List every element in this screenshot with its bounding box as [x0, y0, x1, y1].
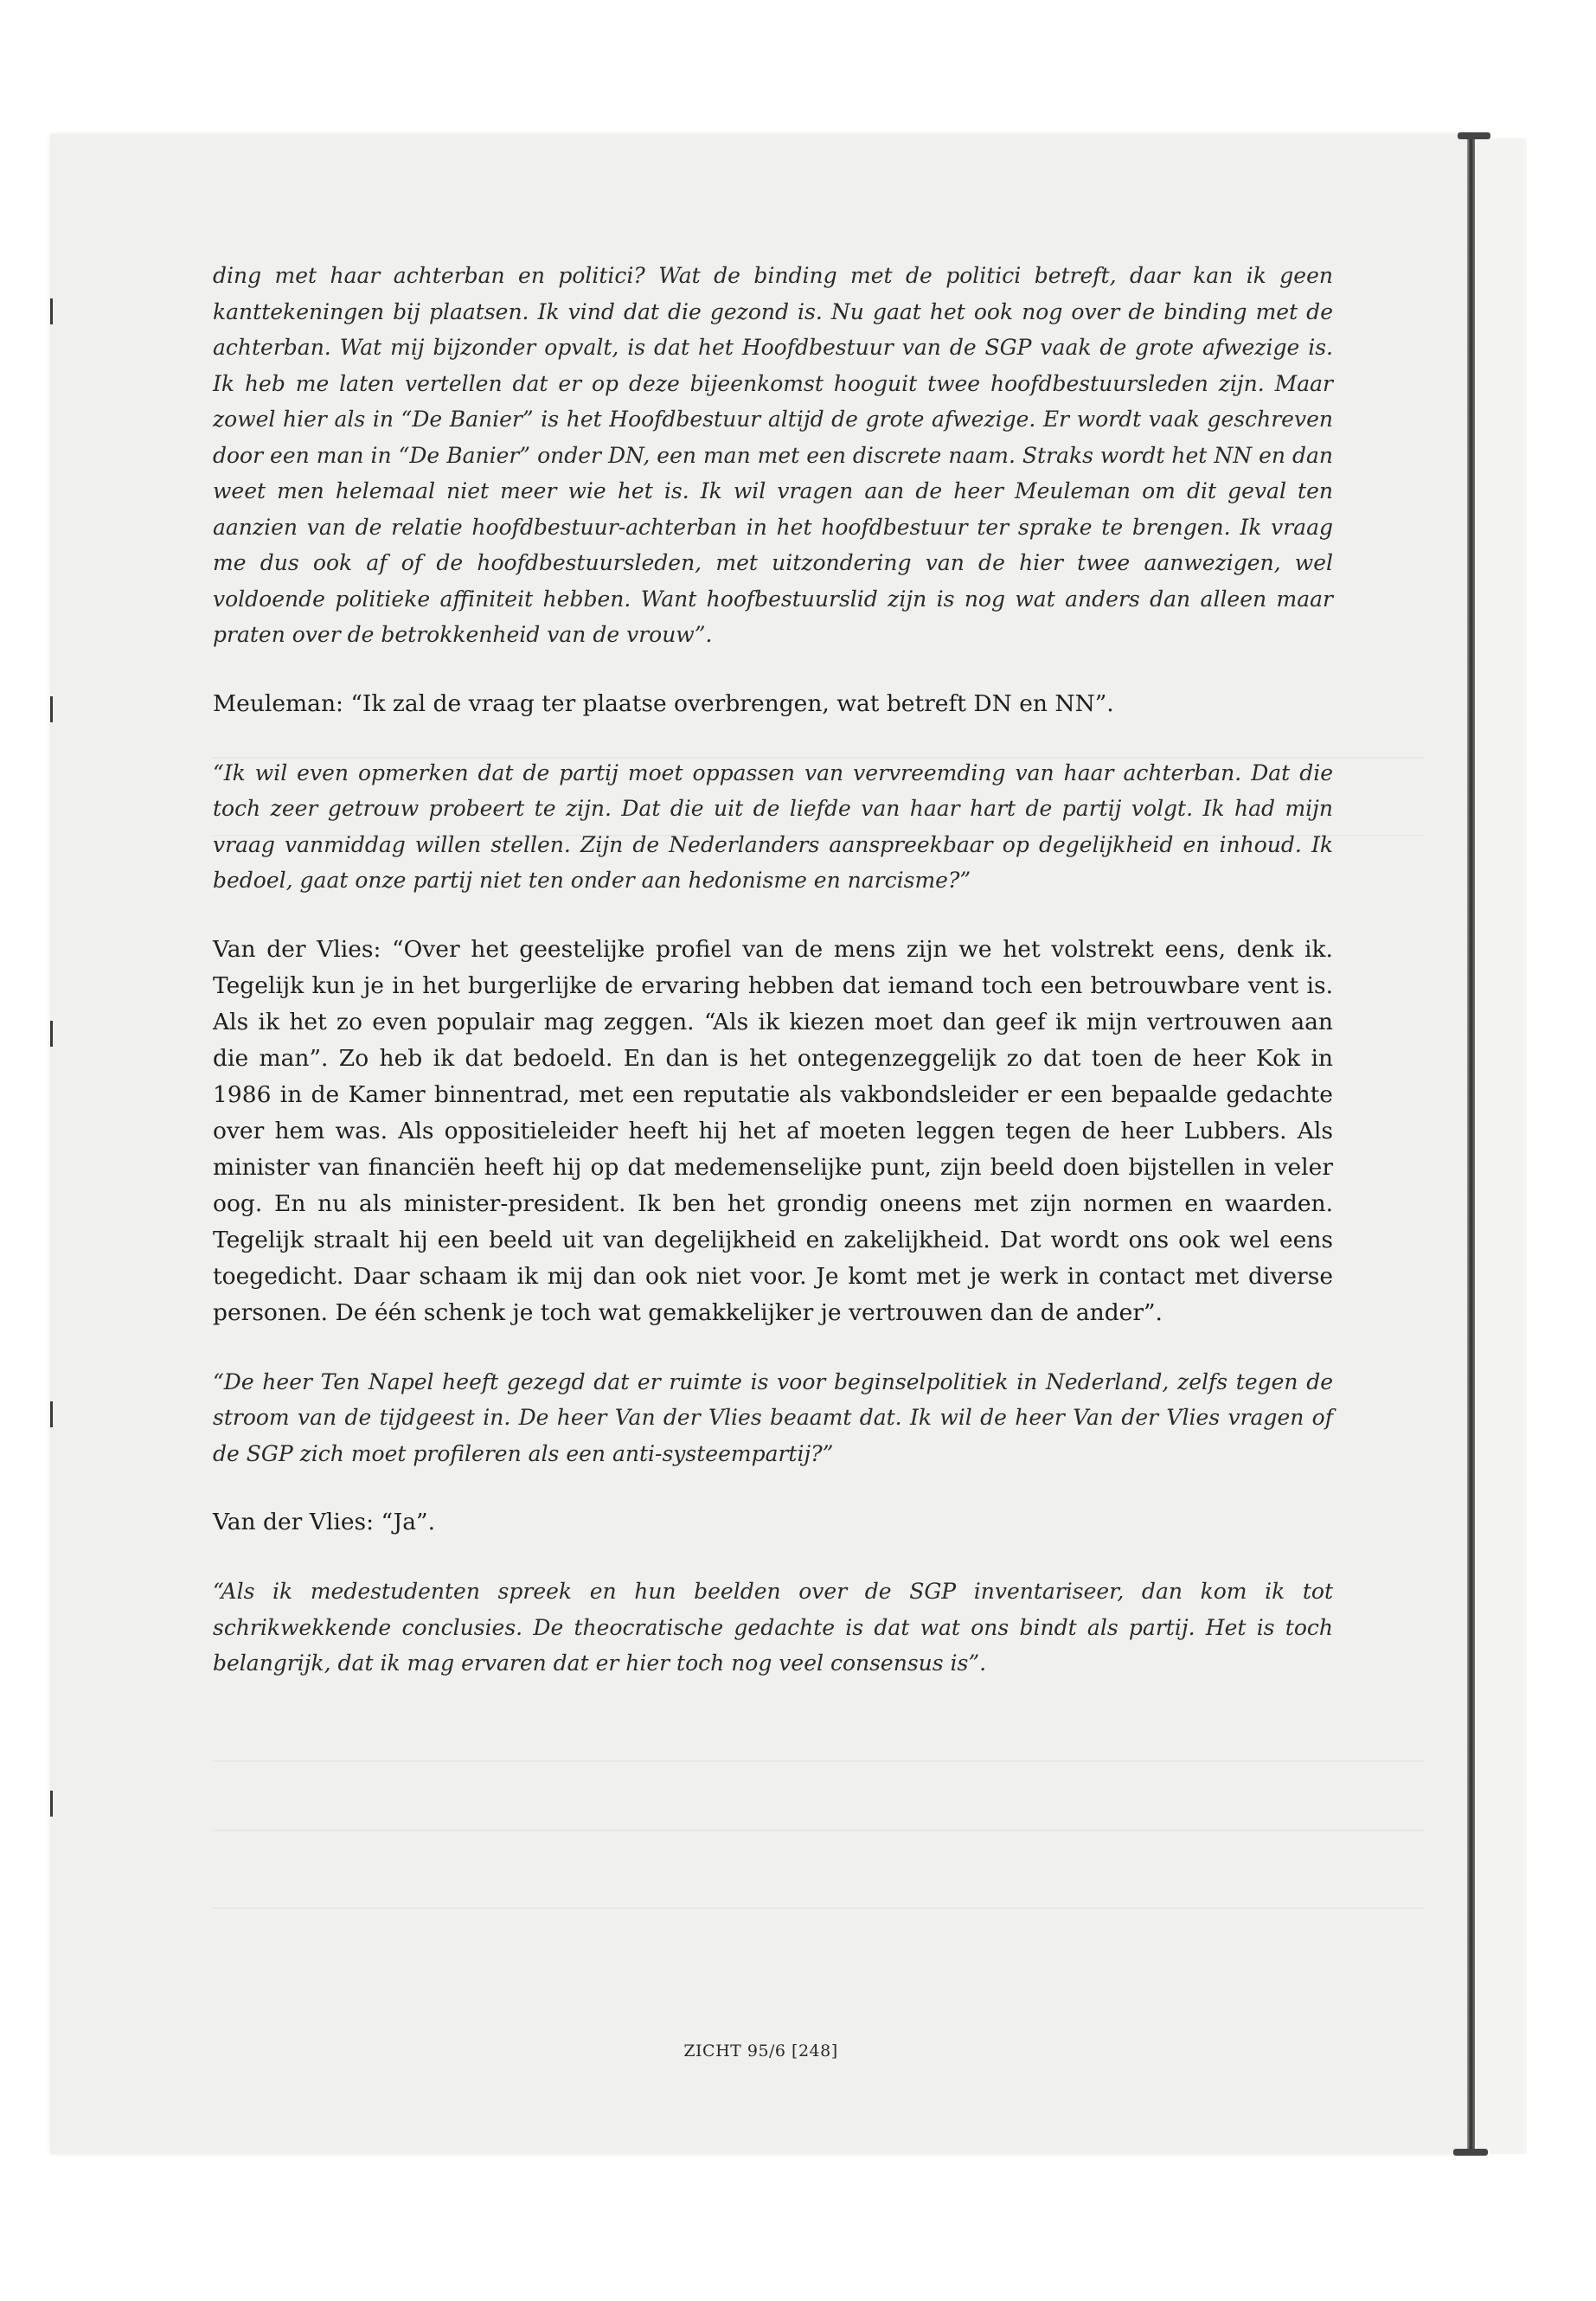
question-paragraph: “Ik wil even opmerken dat de partij moet oppassen van vervreemding van haar achterban. Dat die toch zeer getrouw probeert te zijn. Dat die uit de liefde van haar hart de partij volgt. Ik had mijn vraag vanmiddag willen stellen. Zijn de Nederlanders aanspreekbaar op degelijkheid en inhoud. Ik bedoel, gaat onze partij niet ten onder aan hedonisme en narcisme?”	[213, 760, 1333, 893]
show-through-line	[213, 1830, 1424, 1831]
binder-mark	[50, 696, 53, 722]
binder-mark	[50, 298, 53, 324]
show-through-line	[213, 1907, 1424, 1909]
question-paragraph: “De heer Ten Napel heeft gezegd dat er ruimte is voor beginselpolitiek in Nederland, zelfs tegen de stroom van de tijdgeest in. De heer Van der Vlies beaamt dat. Ik wil de heer Van der Vlies vragen of de SGP zich moet profileren als een anti-systeempartij?”	[213, 1368, 1333, 1466]
binding-clip-top	[1458, 132, 1490, 139]
answer-paragraph: Van der Vlies: “Over het geestelijke profiel van de mens zijn we het volstrekt eens, denk ik. Tegelijk kun je in het burgerlijke de ervaring hebben dat iemand toch een betrouwbare vent is. Als ik het zo even populair mag zeggen. “Als ik kiezen moet dan geef ik mijn vertrouwen aan die man”. Zo heb ik dat bedoeld. En dan is het ontegenzeggelijk zo dat toen de heer Kok in 1986 in de Kamer binnentrad, met een reputatie als vakbondsleider er een bepaalde gedachte over hem was. Als oppositieleider heeft hij het af moeten leggen tegen de heer Lubbers. Als minister van financiën heeft hij op dat medemenselijke punt, zijn beeld doen bijstellen in veler oog. En nu als minister-president. Ik ben het grondig oneens met zijn normen en waarden. Tegelijk straalt hij een beeld uit van degelijkheid en zakelijkheid. Dat wordt ons ook wel eens toegedicht. Daar schaam ik mij dan ook niet voor. Je komt met je werk in contact met diverse personen. De één schenk je toch wat gemakkelijker je vertrouwen dan de ander”.	[213, 935, 1333, 1326]
binder-mark	[50, 1791, 53, 1817]
answer-paragraph: Van der Vlies: “Ja”.	[213, 1509, 436, 1535]
page-footer: ZICHT 95/6 [248]	[683, 2041, 838, 2061]
question-paragraph: “Als ik medestudenten spreek en hun beelden over de SGP inventariseer, dan kom ik tot schrikwekkende conclusies. De theocratische gedachte is dat wat ons bindt als partij. Het is toch belangrijk, dat ik mag ervaren dat er hier toch nog veel consensus is”.	[213, 1579, 1333, 1676]
binder-mark	[50, 1401, 53, 1427]
question-paragraph: ding met haar achterban en politici? Wat de binding met de politici betreft, daar kan ik geen kanttekeningen bij plaatsen. Ik vind dat die gezond is. Nu gaat het ook nog over de binding met de achterban. Wat mij bijzonder opvalt, is dat het Hoofdbestuur van de SGP vaak de grote afwezige is. Ik heb me laten vertellen dat er op deze bijeenkomst hooguit twee hoofdbestuursleden zijn. Maar zowel hier als in “De Banier” is het Hoofdbestuur altijd de grote afwezige. Er wordt vaak geschreven door een man in “De Banier” onder DN, een man met een discrete naam. Straks wordt het NN en dan weet men helemaal niet meer wie het is. Ik wil vragen aan de heer Meuleman om dit geval ten aanzien van de relatie hoofdbestuur-achterban in het hoofdbestuur ter sprake te brengen. Ik vraag me dus ook af of de hoofdbestuursleden, met uitzondering van de hier twee aanwezigen, wel voldoende politieke affiniteit hebben. Want hoofbestuurslid zijn is nog wat anders dan alleen maar praten over de betrokkenheid van de vrouw”.	[213, 263, 1333, 647]
binding-clip-bottom	[1453, 2149, 1488, 2156]
binder-mark	[50, 1021, 53, 1047]
page-stack-edge	[1471, 138, 1524, 2154]
body-text	[213, 258, 1333, 1715]
answer-paragraph: Meuleman: “Ik zal de vraag ter plaatse overbrengen, wat betreft DN en NN”.	[213, 689, 1114, 717]
page-spine	[1467, 134, 1475, 2154]
show-through-line	[213, 1760, 1424, 1762]
